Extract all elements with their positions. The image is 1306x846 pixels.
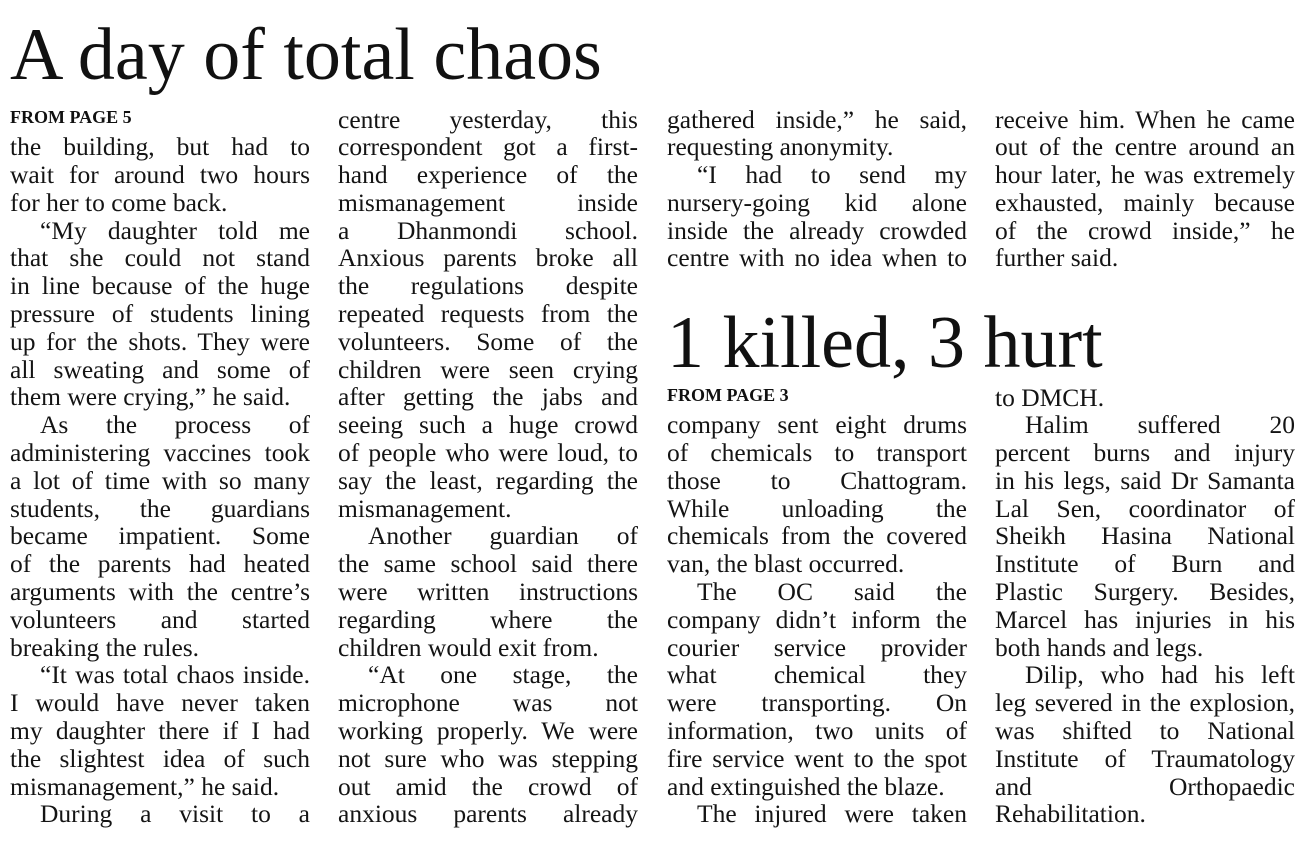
body-line: that she could not stand	[10, 243, 310, 273]
body-line: pressure of students lining	[10, 299, 310, 329]
body-line: and Orthopaedic	[995, 771, 1295, 801]
body-line: wait for around two hours	[10, 160, 310, 190]
body-line: The OC said the	[697, 577, 967, 607]
body-line: regarding where the	[338, 604, 638, 634]
body-line: receive him. When he came	[995, 104, 1295, 134]
body-line: mismanagement inside	[338, 187, 638, 217]
body-line: not sure who was stepping	[338, 743, 638, 773]
body-line: During a visit to a	[40, 799, 310, 829]
paragraph	[667, 578, 967, 800]
body-line: of people who were loud, to	[338, 438, 638, 468]
body-line: leg severed in the explosion,	[995, 688, 1295, 718]
body-line: children were seen crying	[338, 354, 638, 384]
jump-label: FROM PAGE 5	[10, 106, 132, 127]
body-line: of the crowd inside,” he	[995, 215, 1295, 245]
body-line: Sheikh Hasina National	[995, 521, 1295, 551]
body-line: fire service went to the spot	[667, 743, 967, 773]
body-line: both hands and legs.	[995, 632, 1204, 662]
body-line: say the least, regarding the	[338, 465, 638, 495]
body-line: Institute of Traumatology	[995, 743, 1295, 773]
body-line: Anxious parents broke all	[338, 243, 638, 273]
body-line: to DMCH.	[995, 382, 1105, 412]
article-column-2	[995, 384, 1295, 829]
body-line: van, the blast occurred.	[667, 549, 905, 579]
body-line: percent burns and injury	[995, 438, 1295, 468]
paragraph	[995, 661, 1295, 828]
body-line: Dilip, who had his left	[1025, 660, 1295, 690]
paragraph	[667, 106, 967, 162]
body-line: While unloading the	[667, 493, 967, 523]
body-line: the slightest idea of such	[10, 743, 310, 773]
article-column-1	[667, 384, 967, 829]
paragraph	[995, 106, 1295, 273]
body-line: exhausted, mainly because	[995, 187, 1295, 217]
body-line: centre with no idea when to	[667, 243, 967, 273]
body-line: Marcel has injuries in his	[995, 604, 1295, 634]
body-line: Institute of Burn and	[995, 549, 1295, 579]
body-line: working properly. We were	[338, 716, 638, 746]
body-line: and extinguished the blaze.	[667, 771, 945, 801]
paragraph	[667, 161, 967, 272]
paragraph	[667, 800, 967, 828]
body-line: further said.	[995, 243, 1119, 273]
jump-label: FROM PAGE 3	[667, 384, 789, 405]
body-line: gathered inside,” he said,	[667, 104, 967, 134]
body-line: out of the centre around an	[995, 132, 1295, 162]
paragraph	[10, 661, 310, 800]
body-line: nursery-going kid alone	[667, 187, 967, 217]
paragraph	[338, 522, 638, 661]
body-line: microphone was not	[338, 688, 638, 718]
body-line: the building, but had to	[10, 132, 310, 162]
paragraph	[10, 411, 310, 661]
body-line: all sweating and some of	[10, 354, 310, 384]
body-line: company sent eight drums	[667, 410, 967, 440]
body-line: Plastic Surgery. Besides,	[995, 577, 1295, 607]
body-line: Lal Sen, coordinator of	[995, 493, 1295, 523]
article-column-3	[667, 106, 967, 273]
body-line: “I had to send my	[697, 160, 967, 190]
body-line: my daughter there if I had	[10, 716, 310, 746]
body-line: “My daughter told me	[40, 215, 310, 245]
body-line: information, two units of	[667, 716, 967, 746]
body-line: anxious parents already	[338, 799, 638, 829]
body-line: I would have never taken	[10, 688, 310, 718]
paragraph	[995, 384, 1295, 412]
paragraph	[667, 411, 967, 578]
article-column-2	[338, 106, 638, 829]
body-line: The injured were taken	[697, 799, 967, 829]
body-line: volunteers. Some of the	[338, 326, 638, 356]
body-line: inside the already crowded	[667, 215, 967, 245]
body-line: Rehabilitation.	[995, 799, 1146, 829]
body-line: were written instructions	[338, 577, 638, 607]
body-line: were transporting. On	[667, 688, 967, 718]
body-line: hour later, he was extremely	[995, 160, 1295, 190]
body-line: requesting anonymity.	[667, 132, 894, 162]
body-line: Another guardian of	[368, 521, 638, 551]
body-line: what chemical they	[667, 660, 967, 690]
body-line: breaking the rules.	[10, 632, 200, 662]
body-line: the regulations despite	[338, 271, 638, 301]
body-line: the same school said there	[338, 549, 638, 579]
body-line: seeing such a huge crowd	[338, 410, 638, 440]
body-line: Halim suffered 20	[1025, 410, 1295, 440]
body-line: of the parents had heated	[10, 549, 310, 579]
paragraph	[995, 411, 1295, 661]
paragraph	[338, 106, 638, 523]
paragraph	[338, 661, 638, 828]
body-line: them were crying,” he said.	[10, 382, 291, 412]
body-line: students, the guardians	[10, 493, 310, 523]
body-line: children would exit from.	[338, 632, 599, 662]
article-column-1	[10, 106, 310, 829]
body-line: repeated requests from the	[338, 299, 638, 329]
body-line: company didn’t inform the	[667, 604, 967, 634]
body-line: “It was total chaos inside.	[40, 660, 310, 690]
body-line: mismanagement.	[338, 493, 512, 523]
paragraph	[10, 133, 310, 216]
paragraph	[10, 800, 310, 828]
body-line: up for the shots. They were	[10, 326, 310, 356]
body-line: was shifted to National	[995, 716, 1295, 746]
body-line: chemicals from the covered	[667, 521, 967, 551]
body-line: for her to come back.	[10, 187, 228, 217]
article-headline: A day of total chaos	[10, 14, 602, 96]
body-line: correspondent got a first-	[338, 132, 638, 162]
body-line: volunteers and started	[10, 604, 310, 634]
body-line: courier service provider	[667, 632, 967, 662]
body-line: administering vaccines took	[10, 438, 310, 468]
body-line: a Dhanmondi school.	[338, 215, 638, 245]
body-line: in line because of the huge	[10, 271, 310, 301]
article-column-4	[995, 106, 1295, 273]
paragraph	[10, 217, 310, 412]
body-line: centre yesterday, this	[338, 104, 638, 134]
body-line: “At one stage, the	[368, 660, 638, 690]
article-headline: 1 killed, 3 hurt	[667, 302, 1103, 384]
body-line: in his legs, said Dr Samanta	[995, 465, 1295, 495]
body-line: mismanagement,” he said.	[10, 771, 280, 801]
body-line: those to Chattogram.	[667, 465, 967, 495]
body-line: of chemicals to transport	[667, 438, 967, 468]
body-line: hand experience of the	[338, 160, 638, 190]
body-line: after getting the jabs and	[338, 382, 638, 412]
body-line: became impatient. Some	[10, 521, 310, 551]
body-line: out amid the crowd of	[338, 771, 638, 801]
body-line: As the process of	[40, 410, 310, 440]
body-line: arguments with the centre’s	[10, 577, 310, 607]
body-line: a lot of time with so many	[10, 465, 310, 495]
